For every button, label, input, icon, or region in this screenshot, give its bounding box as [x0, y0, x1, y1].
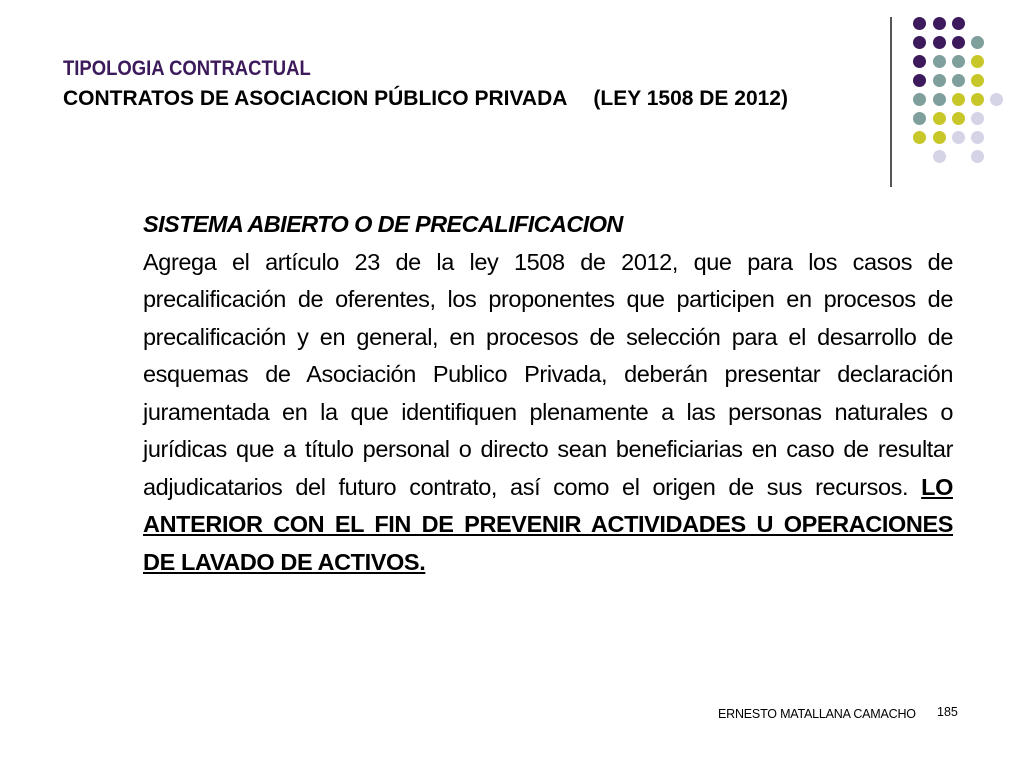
- decor-dot: [913, 112, 926, 125]
- body-paragraph: [143, 244, 953, 582]
- decor-dot: [952, 55, 965, 68]
- decor-dot: [952, 17, 965, 30]
- slide-header: [63, 56, 863, 114]
- section-heading: SISTEMA ABIERTO O DE PRECALIFICACION: [143, 211, 623, 237]
- decor-dot: [913, 131, 926, 144]
- decor-dot: [990, 93, 1003, 106]
- decor-dot: [933, 93, 946, 106]
- decor-dot: [933, 150, 946, 163]
- decor-dot: [971, 36, 984, 49]
- header-divider-line: [890, 17, 892, 187]
- decor-dot: [952, 131, 965, 144]
- slide-title: TIPOLOGIA CONTRACTUAL: [63, 57, 311, 80]
- decor-dot: [971, 150, 984, 163]
- decor-dot: [933, 17, 946, 30]
- decor-dot: [913, 93, 926, 106]
- decor-dot: [952, 112, 965, 125]
- decor-dot: [933, 131, 946, 144]
- decor-dot: [913, 55, 926, 68]
- footer-author: ERNESTO MATALLANA CAMACHO: [718, 707, 916, 721]
- decor-dot: [952, 74, 965, 87]
- decor-dot: [952, 36, 965, 49]
- slide-subtitle: [63, 84, 853, 114]
- decor-dot: [952, 93, 965, 106]
- decor-dot: [933, 55, 946, 68]
- paragraph-text: Agrega el artículo 23 de la ley 1508 de 2012, que para los casos de precalificación de oferentes, los proponentes que participen en procesos de precalificación y en general, en procesos de selección para el desarrollo de esquemas de Asociación Publico Privada, deberán presentar declaración juramentada en la que identifiquen plenamente a las personas naturales o jurídicas que a título personal o directo sean beneficiarias en caso de resultar adjudicatarios del futuro contrato, así como el origen de sus recursos.: [143, 248, 953, 500]
- decor-dot: [933, 74, 946, 87]
- decor-dot: [971, 112, 984, 125]
- slide-body: [143, 206, 953, 581]
- decor-dot: [913, 36, 926, 49]
- emphasis-text: LO ANTERIOR CON EL FIN DE PREVENIR ACTIVIDADES U OPERACIONES DE LAVADO DE ACTIVOS.: [143, 473, 953, 575]
- decor-dot: [971, 55, 984, 68]
- slide-number: 185: [937, 705, 958, 719]
- decor-dot: [933, 112, 946, 125]
- decor-dot: [971, 74, 984, 87]
- decor-dot: [971, 93, 984, 106]
- subtitle-part-2: (LEY 1508 DE 2012): [593, 87, 788, 110]
- decor-dot: [933, 36, 946, 49]
- subtitle-part-1: CONTRATOS DE ASOCIACION PÚBLICO PRIVADA: [63, 87, 568, 110]
- decor-dot: [913, 17, 926, 30]
- decor-dot: [913, 74, 926, 87]
- decor-dot: [971, 131, 984, 144]
